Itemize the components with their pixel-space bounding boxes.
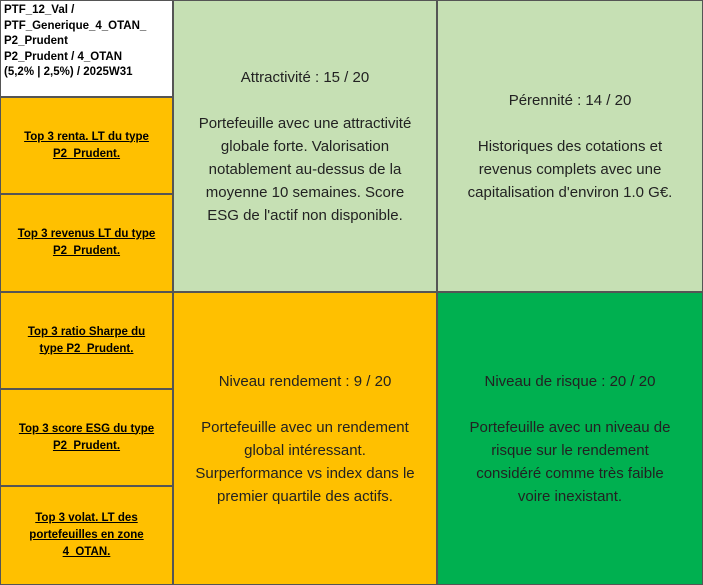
top3-revenus-cell[interactable] [0, 194, 173, 292]
perennite-panel [437, 0, 703, 292]
risque-title: Niveau de risque : 20 / 20 [484, 372, 656, 390]
top3-renta-link[interactable]: Top 3 renta. LT du type P2_Prudent. [24, 130, 149, 160]
rendement-panel [173, 292, 437, 585]
top3-volat-link[interactable]: Top 3 volat. LT des portefeuilles en zone 4_OTAN. [29, 512, 144, 558]
rendement-text: Portefeuille avec un rendement global intéressant. Surperformance vs index dans le premier quartile des actifs. [195, 418, 415, 505]
top3-revenus-link[interactable]: Top 3 revenus LT du type P2_Prudent. [17, 228, 156, 257]
attractivite-text: Portefeuille avec une attractivité globale forte. Valorisation notablement au-dessus de la moyenne 10 semaines. Score ESG de l'actif non disponible. [198, 114, 412, 224]
header-line-3: P2_Prudent [4, 35, 68, 47]
header-line-1: PTF_12_Val / [4, 4, 75, 16]
perennite-text: Historiques des cotations et revenus complets avec une capitalisation d'environ 1.0 G€. [467, 137, 673, 201]
perennite-title: Pérennité : 14 / 20 [508, 91, 632, 109]
top3-volat-cell[interactable] [0, 486, 173, 585]
attractivite-title: Attractivité : 15 / 20 [240, 68, 370, 86]
top3-sharpe-link[interactable]: Top 3 ratio Sharpe du type P2_Prudent. [27, 325, 146, 355]
header-line-5: (5,2% | 2,5%) / 2025W31 [4, 66, 133, 78]
top3-esg-link[interactable]: Top 3 score ESG du type P2_Prudent. [18, 422, 155, 452]
top3-sharpe-cell[interactable] [0, 292, 173, 389]
header-line-4: P2_Prudent / 4_OTAN [4, 50, 123, 63]
header-line-2: PTF_Generique_4_OTAN_ [4, 19, 147, 32]
rendement-title: Niveau rendement : 9 / 20 [218, 372, 392, 390]
attractivite-panel [173, 0, 437, 292]
risque-text: Portefeuille avec un niveau de risque sur le rendement considéré comme très faible voire inexistant. [469, 418, 671, 505]
top3-renta-cell[interactable] [0, 97, 173, 194]
portfolio-header [0, 0, 173, 97]
top3-esg-cell[interactable] [0, 389, 173, 486]
risque-panel [437, 292, 703, 585]
